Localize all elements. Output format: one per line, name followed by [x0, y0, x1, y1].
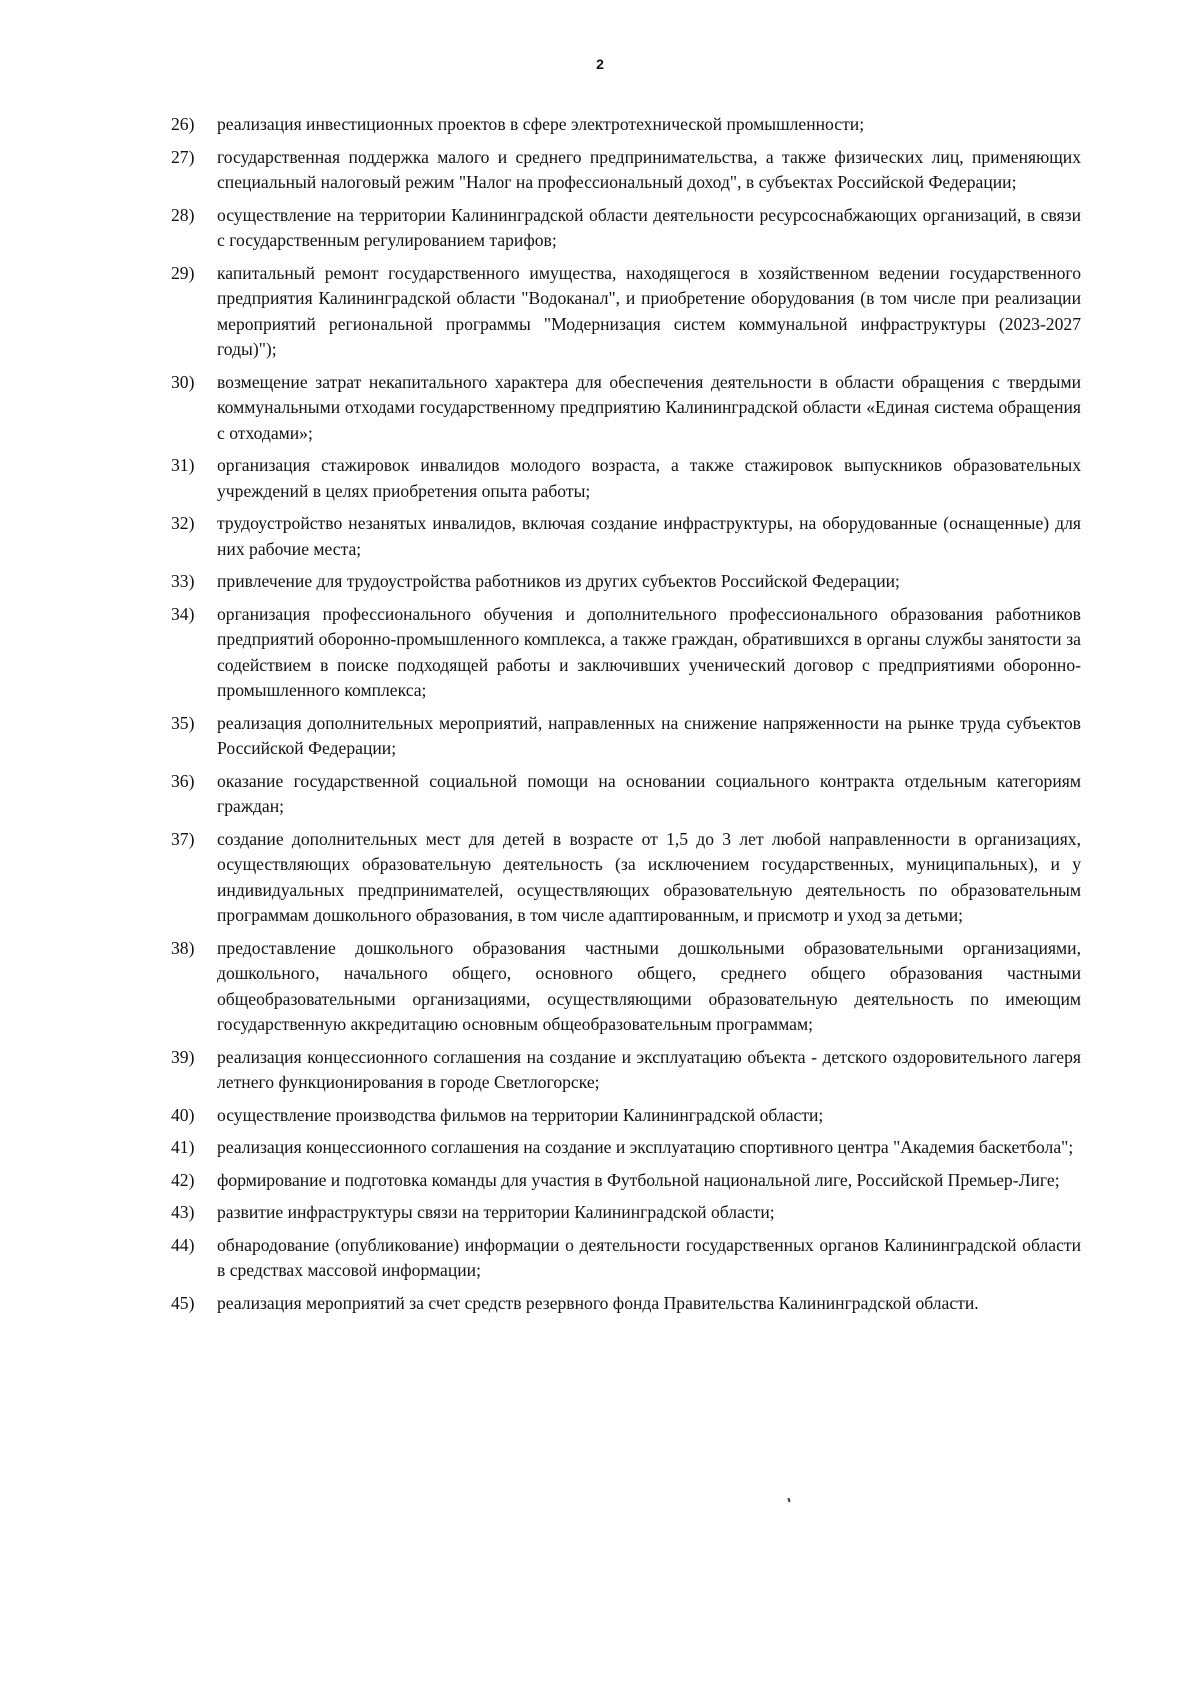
list-item	[171, 261, 1081, 363]
item-number: 27)	[171, 146, 195, 167]
item-text: трудоустройство незанятых инвалидов, включая создание инфраструктуры, на оборудованные (оснащенные) для них рабочие места;	[217, 513, 1081, 559]
item-number: 34)	[171, 603, 195, 624]
item-number: 31)	[171, 455, 195, 475]
enumerated-list	[171, 112, 1081, 1323]
item-number: 36)	[171, 770, 195, 791]
list-item	[171, 1045, 1081, 1096]
item-number: 28)	[171, 204, 195, 225]
list-item	[171, 827, 1081, 929]
item-text: возмещение затрат некапитального характера для обеспечения деятельности в области обращения с твердыми коммунальными отходами государственному предприятию Калининградской области «Единая система обращения с отходами»;	[217, 371, 1081, 443]
item-number: 40)	[171, 1104, 195, 1125]
item-number: 45)	[171, 1292, 195, 1313]
list-item	[171, 711, 1081, 762]
item-number: 33)	[171, 571, 195, 591]
list-item	[171, 1291, 1081, 1317]
list-item	[171, 370, 1081, 447]
item-number: 38)	[171, 937, 195, 958]
item-text: реализация инвестиционных проектов в сфере электротехнической промышленности;	[217, 114, 865, 134]
list-item	[171, 145, 1081, 196]
item-text: реализация мероприятий за счет средств резервного фонда Правительства Калининградской области.	[217, 1292, 979, 1313]
list-item	[171, 1200, 1081, 1226]
list-item	[171, 1168, 1081, 1194]
list-item	[171, 112, 1081, 138]
item-text: предоставление дошкольного образования частными дошкольными образовательными организациями, дошкольного, начального общего, основного общего, среднего общего образования частными общеобразовательными организациями, осуществляющими образовательную деятельность по имеющим государственную аккредитацию основным общеобразовательным программам;	[217, 937, 1081, 1034]
list-item	[171, 511, 1081, 562]
item-text: государственная поддержка малого и среднего предпринимательства, а также физических лиц, применяющих специальный налоговый режим "Налог на профессиональный доход", в субъектах Российской Федерации;	[217, 146, 1081, 192]
item-text: создание дополнительных мест для детей в возрасте от 1,5 до 3 лет любой направленности в организациях, осуществляющих образовательную деятельность (за исключением государственных, муниципальных), и у индивидуальных предпринимателей, осуществляющих образовательную деятельность по образовательным программам дошкольного образования, в том числе адаптированным, и присмотр и уход за детьми;	[217, 828, 1081, 925]
list-item	[171, 453, 1081, 504]
item-text: осуществление производства фильмов на территории Калининградской области;	[217, 1104, 824, 1125]
item-text: осуществление на территории Калининградской области деятельности ресурсоснабжающих организаций, в связи с государственным регулированием тарифов;	[217, 204, 1081, 250]
item-number: 26)	[171, 114, 195, 134]
item-number: 35)	[171, 712, 195, 733]
item-text: капитальный ремонт государственного имущества, находящегося в хозяйственном ведении государственного предприятия Калининградской области "Водоканал", и приобретение оборудования (в том числе при реализации мероприятий региональной программы "Модернизация систем коммунальной инфраструктуры (2023-2027 годы)");	[217, 262, 1081, 359]
list-item	[171, 569, 1081, 595]
list-item	[171, 203, 1081, 254]
item-number: 44)	[171, 1234, 195, 1255]
item-text: организация профессионального обучения и дополнительного профессионального образования работников предприятий оборонно-промышленного комплекса, а также граждан, обратившихся в органы службы занятости за содействием в поиске подходящей работы и заключивших ученический договор с предприятиями оборонно-промышленного комплекса;	[217, 603, 1081, 700]
list-item	[171, 769, 1081, 820]
page-number: 2	[596, 56, 604, 72]
item-number: 42)	[171, 1169, 195, 1190]
item-number: 37)	[171, 828, 195, 849]
item-number: 39)	[171, 1046, 195, 1067]
list-item	[171, 1135, 1081, 1161]
item-number: 41)	[171, 1137, 195, 1157]
scan-artifact-mark	[787, 1498, 790, 1502]
item-text: организация стажировок инвалидов молодого возраста, а также стажировок выпускников образовательных учреждений в целях приобретения опыта работы;	[217, 455, 1081, 501]
item-number: 43)	[171, 1202, 195, 1222]
list-item	[171, 1233, 1081, 1284]
item-number: 32)	[171, 513, 195, 533]
item-text: развитие инфраструктуры связи на территории Калининградской области;	[217, 1202, 775, 1222]
list-item	[171, 602, 1081, 704]
item-text: реализация концессионного соглашения на создание и эксплуатацию объекта - детского оздоровительного лагеря летнего функционирования в городе Светлогорске;	[217, 1046, 1081, 1092]
item-text: обнародование (опубликование) информации о деятельности государственных органов Калининградской области в средствах массовой информации;	[217, 1234, 1081, 1280]
item-number: 30)	[171, 371, 195, 392]
list-item	[171, 1103, 1081, 1129]
item-text: оказание государственной социальной помощи на основании социального контракта отдельным категориям граждан;	[217, 770, 1081, 816]
item-text: реализация концессионного соглашения на создание и эксплуатацию спортивного центра "Академия баскетбола";	[217, 1137, 1074, 1157]
list-item	[171, 936, 1081, 1038]
item-text: формирование и подготовка команды для участия в Футбольной национальной лиге, Российской Премьер-Лиге;	[217, 1169, 1060, 1190]
item-text: привлечение для трудоустройства работников из других субъектов Российской Федерации;	[217, 571, 900, 591]
item-number: 29)	[171, 262, 195, 283]
item-text: реализация дополнительных мероприятий, направленных на снижение напряженности на рынке труда субъектов Российской Федерации;	[217, 712, 1081, 758]
